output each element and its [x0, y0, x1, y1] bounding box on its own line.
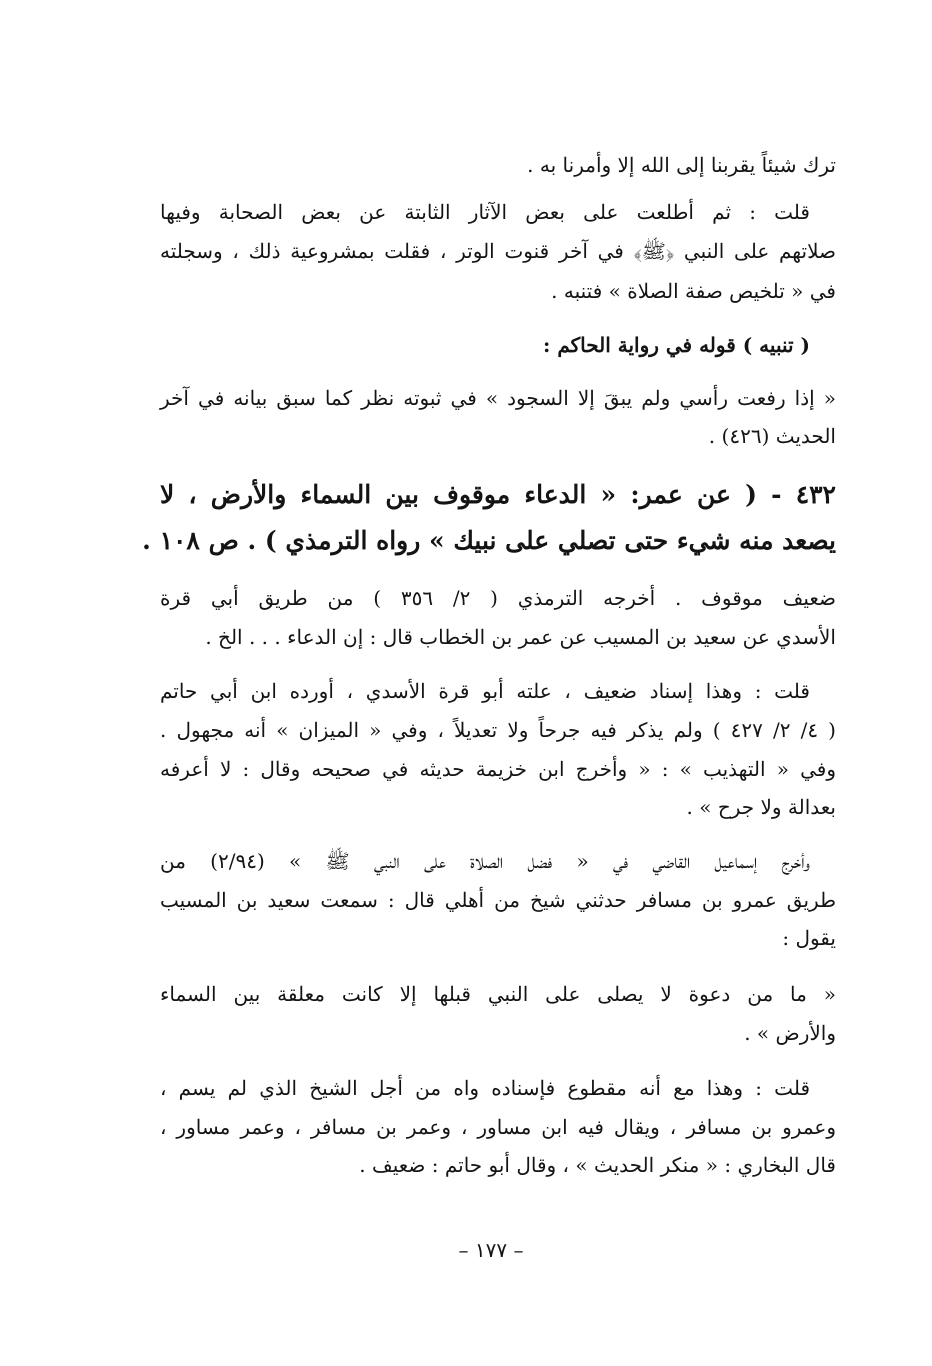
text-line: وأخرج إسماعيل القاضي في « فضل الصلاة على النبي ﷺ » (٢/٩٤) من [160, 849, 810, 873]
text-line: ضعيف موقوف . أخرجه الترمذي ( ٢/ ٣٥٦ ) من طريق أبي قرة [160, 586, 836, 610]
text-line: « إذا رفعت رأسي ولم يبقَ إلا السجود » في ثبوته نظر كما سبق بيانه في آخر [160, 386, 836, 410]
text-line: ترك شيئاً يقربنا إلى الله إلا وأمرنا به . [527, 153, 836, 177]
text-line: « ما من دعوة لا يصلى على النبي قبلها إلا كانت معلقة بين السماء [160, 982, 836, 1006]
hadith-entry-heading: يصعد منه شيء حتى تصلي على نبيك » رواه الترمذي ) . ص ١٠٨ . [142, 526, 836, 555]
page-number: – ١٧٧ – [458, 1238, 524, 1262]
text-line: في « تلخيص صفة الصلاة » فتنبه . [551, 279, 836, 303]
note-heading: ( تنبيه ) قوله في رواية الحاكم : [542, 333, 810, 357]
text-line: قال البخاري : « منكر الحديث » ، وقال أبو حاتم : ضعيف . [359, 1153, 836, 1177]
text-line: وفي « التهذيب » : « وأخرج ابن خزيمة حديثه في صحيحه وقال : لا أعرفه [160, 757, 836, 781]
text-line: ( ٤/ ٢/ ٤٢٧ ) ولم يذكر فيه جرحاً ولا تعديلاً ، وفي « الميزان » أنه مجهول . [160, 718, 836, 742]
text-line: وعمرو بن مسافر ، ويقال فيه ابن مساور ، وعمر بن مسافر ، وعمر مساور ، [160, 1115, 836, 1139]
text-line: قلت : ثم أطلعت على بعض الآثار الثابتة عن بعض الصحابة وفيها [160, 200, 810, 224]
text-line: بعدالة ولا جرح » . [686, 795, 836, 819]
text-line: الأسدي عن سعيد بن المسيب عن عمر بن الخطاب قال : إن الدعاء . . . الخ . [205, 625, 836, 649]
text-line: والأرض » . [744, 1021, 836, 1045]
text-line: يقول : [782, 926, 836, 950]
hadith-entry-heading: ٤٣٢ - ( عن عمر: « الدعاء موقوف بين السماء والأرض ، لا [160, 480, 836, 509]
text-line: قلت : وهذا إسناد ضعيف ، علته أبو قرة الأسدي ، أورده ابن أبي حاتم [160, 679, 810, 703]
text-line: طريق عمرو بن مسافر حدثني شيخ من أهلي قال : سمعت سعيد بن المسيب [160, 888, 836, 912]
text-line: الحديث (٤٢٦) . [708, 424, 836, 448]
text-line: قلت : وهذا مع أنه مقطوع فإسناده واه من أجل الشيخ الذي لم يسم ، [160, 1076, 810, 1100]
text-line: صلاتهم على النبي ﴿ﷺ﴾ في آخر قنوت الوتر ، فقلت بمشروعية ذلك ، وسجلته [160, 239, 836, 263]
